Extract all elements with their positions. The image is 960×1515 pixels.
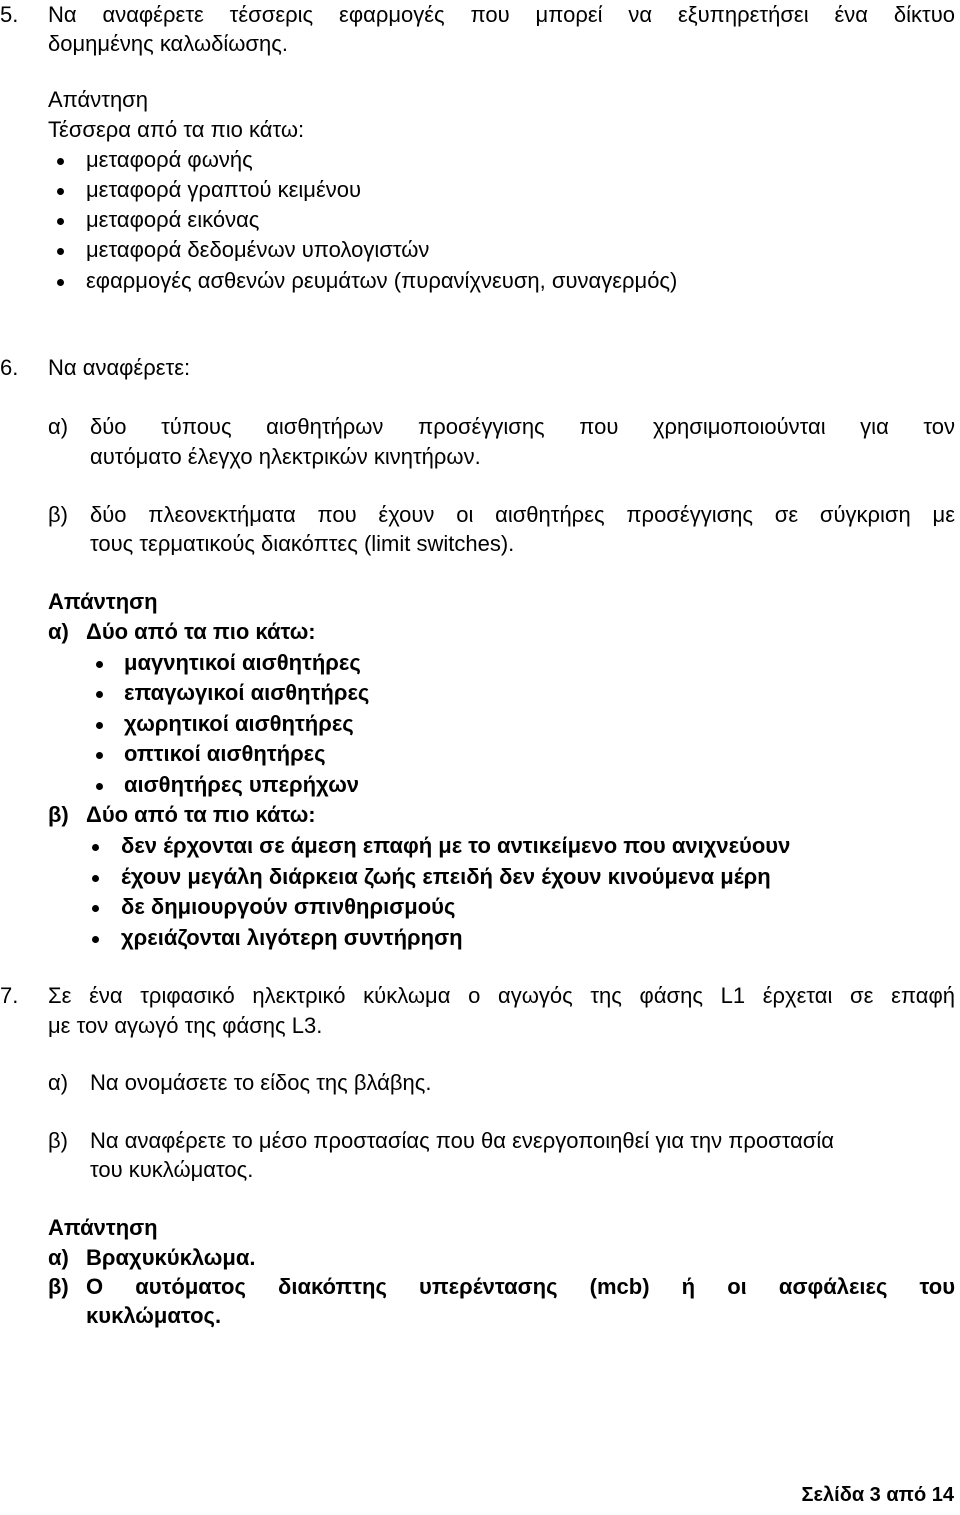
q6-a-item-5: αισθητήρες υπερήχων	[124, 772, 360, 797]
q6-number: 6.	[0, 355, 19, 380]
q6-ans-a-label: α)	[48, 619, 69, 644]
q5-item-3: μεταφορά εικόνας	[86, 207, 260, 232]
q6-b-label: β)	[48, 502, 68, 527]
q6-a-item-1: μαγνητικοί αισθητήρες	[124, 650, 361, 675]
q7-ans-a-text: Βραχυκύκλωμα.	[86, 1245, 256, 1270]
bullet-icon	[92, 905, 99, 912]
q6-ans-a-intro: Δύο από τα πιο κάτω:	[86, 619, 316, 644]
q7-b-label: β)	[48, 1128, 68, 1153]
q5-answer-heading: Απάντηση	[48, 87, 148, 112]
bullet-icon	[57, 279, 64, 286]
q7-ans-b-label: β)	[48, 1274, 69, 1299]
q6-a-label: α)	[48, 414, 69, 439]
page-number: Σελίδα 3 από 14	[801, 1484, 954, 1506]
q5-item-2: μεταφορά γραπτού κειμένου	[86, 177, 362, 202]
q6-b-line1: δύο πλεονεκτήματα που έχουν οι αισθητήρες προσέγγισης σε σύγκριση με	[90, 502, 955, 527]
q7-answer-heading: Απάντηση	[48, 1215, 158, 1240]
q5-item-5: εφαρμογές ασθενών ρευμάτων (πυρανίχνευση, συναγερμός)	[86, 268, 678, 293]
q6-ans-b-intro: Δύο από τα πιο κάτω:	[86, 802, 316, 827]
bullet-icon	[92, 875, 99, 882]
bullet-icon	[92, 936, 99, 943]
q6-b-item-3: δε δημιουργούν σπινθηρισμούς	[121, 894, 456, 919]
bullet-icon	[96, 783, 103, 790]
bullet-icon	[96, 691, 103, 698]
q7-ans-a-label: α)	[48, 1245, 69, 1270]
bullet-icon	[57, 188, 64, 195]
bullet-icon	[96, 752, 103, 759]
q6-a-line2: αυτόματο έλεγχο ηλεκτρικών κινητήρων.	[90, 444, 481, 469]
bullet-icon	[57, 158, 64, 165]
q5-item-4: μεταφορά δεδομένων υπολογιστών	[86, 237, 430, 262]
q6-ans-b-label: β)	[48, 802, 69, 827]
q5-item-1: μεταφορά φωνής	[86, 147, 253, 172]
q7-b-line1: Να αναφέρετε το μέσο προστασίας που θα ενεργοποιηθεί για την προστασία	[90, 1128, 834, 1153]
bullet-icon	[96, 661, 103, 668]
q7-number: 7.	[0, 983, 19, 1008]
q7-text-line2: με τον αγωγό της φάσης L3.	[48, 1013, 323, 1038]
q5-text-line1: Να αναφέρετε τέσσερις εφαρμογές που μπορεί να εξυπηρετήσει ένα δίκτυο	[48, 2, 955, 27]
q6-a-line1: δύο τύπους αισθητήρων προσέγγισης που χρησιμοποιούνται για τον	[90, 414, 955, 439]
q7-b-line2: του κυκλώματος.	[90, 1157, 254, 1182]
q6-b-item-2: έχουν μεγάλη διάρκεια ζωής επειδή δεν έχουν κινούμενα μέρη	[121, 864, 771, 889]
q6-prompt: Να αναφέρετε:	[48, 355, 191, 380]
bullet-icon	[57, 248, 64, 255]
q5-number: 5.	[0, 2, 19, 27]
bullet-icon	[92, 844, 99, 851]
q6-a-item-3: χωρητικοί αισθητήρες	[124, 711, 354, 736]
bullet-icon	[96, 722, 103, 729]
bullet-icon	[57, 218, 64, 225]
q6-answer-heading: Απάντηση	[48, 589, 158, 614]
q6-a-item-4: οπτικοί αισθητήρες	[124, 741, 326, 766]
q7-ans-b-line1: Ο αυτόματος διακόπτης υπερέντασης (mcb) ή οι ασφάλειες του	[86, 1274, 955, 1299]
q6-b-item-4: χρειάζονται λιγότερη συντήρηση	[121, 925, 463, 950]
q6-b-line2: τους τερματικούς διακόπτες (limit switches).	[90, 531, 515, 556]
q7-a-text: Να ονομάσετε το είδος της βλάβης.	[90, 1070, 432, 1095]
q5-answer-intro: Τέσσερα από τα πιο κάτω:	[48, 117, 305, 142]
q7-ans-b-line2: κυκλώματος.	[86, 1303, 222, 1328]
q7-a-label: α)	[48, 1070, 69, 1095]
q7-text-line1: Σε ένα τριφασικό ηλεκτρικό κύκλωμα ο αγωγός της φάσης L1 έρχεται σε επαφή	[48, 983, 955, 1008]
q6-a-item-2: επαγωγικοί αισθητήρες	[124, 680, 370, 705]
q5-text-line2: δομημένης καλωδίωσης.	[48, 31, 288, 56]
q6-b-item-1: δεν έρχονται σε άμεση επαφή με το αντικείμενο που ανιχνεύουν	[121, 833, 791, 858]
